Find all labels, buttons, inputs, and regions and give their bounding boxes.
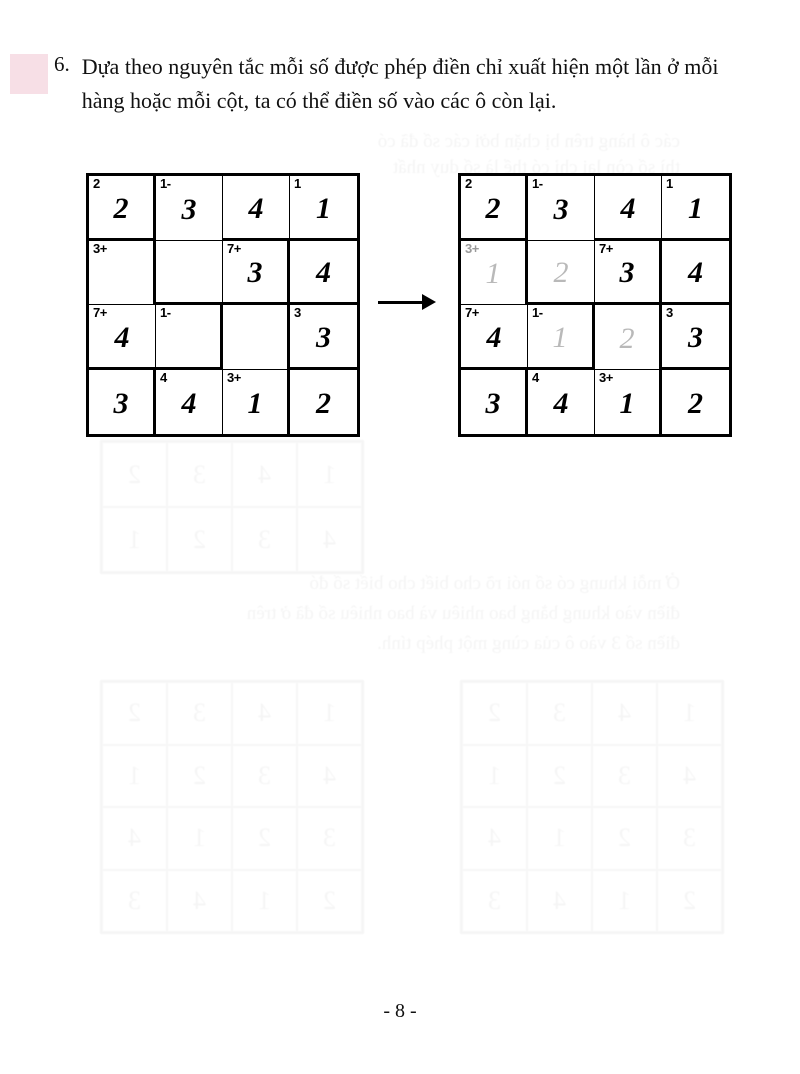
bleed-paragraph-1: Ở mỗi khung có số nói rõ cho biết cho biết số đó (309, 573, 680, 594)
cage-clue: 3+ (227, 369, 241, 385)
cell-value: 4 (486, 320, 502, 354)
cage-clue: 3+ (599, 369, 613, 385)
puzzle-cell (290, 305, 357, 370)
cell-value: 2 (113, 191, 129, 225)
cell-value: 3 (553, 192, 569, 226)
page-edge-mark (10, 54, 48, 94)
problem-text: Dựa theo nguyên tắc mỗi số được phép điền chỉ xuất hiện một lần ở mỗi hàng hoặc mỗi cột, ta có thể điền số vào các ô còn lại. (81, 54, 719, 114)
cell-value: 3 (619, 256, 635, 290)
puzzle-cell (156, 305, 223, 370)
cell-value: 1 (316, 191, 331, 225)
cage-clue: 4 (532, 369, 539, 385)
cage-clue: 7+ (465, 305, 479, 320)
puzzle-cell (662, 370, 729, 435)
puzzle-grid-after (458, 173, 732, 437)
cell-value: 4 (553, 386, 569, 420)
puzzle-cell (595, 370, 662, 435)
cage-clue: 1- (532, 305, 543, 320)
puzzle-cell (461, 305, 528, 370)
bleed-paragraph-5: thì số còn lại chỉ có thể là số duy nhất (392, 157, 680, 178)
cage-clue: 2 (465, 176, 472, 191)
puzzle-cell (290, 176, 357, 241)
puzzle-cell (662, 176, 729, 241)
cell-value: 3 (181, 192, 197, 226)
puzzle-cell (156, 176, 223, 241)
puzzle-cell (223, 176, 290, 241)
puzzle-cell (461, 176, 528, 241)
puzzle-cell (662, 241, 729, 306)
puzzle-cell (528, 370, 595, 435)
puzzle-cell (461, 370, 528, 435)
puzzle-cell (528, 241, 595, 306)
cell-value: 3 (113, 386, 129, 420)
puzzle-cell (290, 370, 357, 435)
cage-clue: 1 (294, 176, 301, 191)
cell-value: 4 (620, 191, 636, 225)
cage-clue: 3+ (93, 240, 107, 256)
problem-number: 6. (54, 52, 70, 76)
cage-clue: 1- (532, 176, 543, 191)
bleed-grid-3: 2 3 4 1 1 2 3 4 4 1 2 3 3 4 1 2 (460, 680, 724, 934)
cell-value: 4 (316, 256, 331, 290)
cell-value: 3 (688, 320, 703, 354)
cage-clue: 3 (294, 305, 301, 320)
cell-value-pencil: 2 (619, 321, 635, 355)
cell-value: 2 (485, 191, 501, 225)
bleed-grid-1: 2 3 4 1 1 2 3 4 (100, 440, 364, 574)
puzzle-cell (89, 370, 156, 435)
bleed-grid-2: 2 3 4 1 1 2 3 4 4 1 2 3 3 4 1 2 (100, 680, 364, 934)
puzzle-cell (662, 305, 729, 370)
cell-value: 1 (688, 191, 703, 225)
figure-puzzles (0, 168, 800, 448)
puzzle-cell (461, 241, 528, 306)
puzzle-cell (156, 370, 223, 435)
cage-clue: 7+ (227, 240, 241, 256)
cell-value: 4 (688, 256, 703, 290)
puzzle-cell (290, 241, 357, 306)
puzzle-cell (595, 176, 662, 241)
puzzle-cell (223, 305, 290, 370)
cage-clue: 1- (160, 176, 171, 191)
bleed-paragraph-4: các ô hàng trên bị chặn bởi các số đã có (377, 131, 680, 152)
puzzle-grid-before (86, 173, 360, 437)
bleed-paragraph-3: điền số 3 vào ô của cùng một phép tính. (377, 633, 680, 654)
cell-value: 4 (181, 386, 197, 420)
cell-value: 4 (114, 320, 130, 354)
puzzle-cell (223, 241, 290, 306)
puzzle-cell (89, 305, 156, 370)
arrow-right-icon (378, 290, 440, 314)
puzzle-cell (528, 305, 595, 370)
puzzle-cell (156, 241, 223, 306)
cage-clue: 1- (160, 305, 171, 320)
puzzle-cell (595, 305, 662, 370)
cell-value-pencil: 2 (553, 256, 569, 290)
cage-clue: 7+ (599, 240, 613, 256)
cell-value: 2 (316, 386, 331, 420)
puzzle-cell (223, 370, 290, 435)
cell-value: 3 (485, 386, 501, 420)
cage-clue: 1 (666, 176, 673, 191)
cage-clue: 2 (93, 176, 100, 191)
cell-value: 1 (619, 386, 635, 420)
cell-value-pencil: 1 (552, 320, 568, 354)
puzzle-cell (89, 176, 156, 241)
cage-clue: 7+ (93, 305, 107, 320)
cell-value: 2 (688, 386, 703, 420)
cell-value-pencil: 1 (485, 257, 501, 291)
cage-clue: 4 (160, 369, 167, 385)
puzzle-cell (595, 241, 662, 306)
cell-value: 3 (316, 320, 331, 354)
page-number: - 8 - (383, 1000, 417, 1022)
puzzle-cell (528, 176, 595, 241)
cell-value: 3 (247, 256, 263, 290)
cell-value: 1 (247, 386, 263, 420)
problem-block (54, 50, 754, 118)
cage-clue: 3+ (465, 240, 479, 256)
cage-clue: 3 (666, 305, 673, 320)
bleed-paragraph-2: điền vào khung bằng bao nhiêu và bao nhiêu số đã ở trên (246, 603, 680, 624)
puzzle-cell (89, 241, 156, 306)
cell-value: 4 (248, 191, 264, 225)
